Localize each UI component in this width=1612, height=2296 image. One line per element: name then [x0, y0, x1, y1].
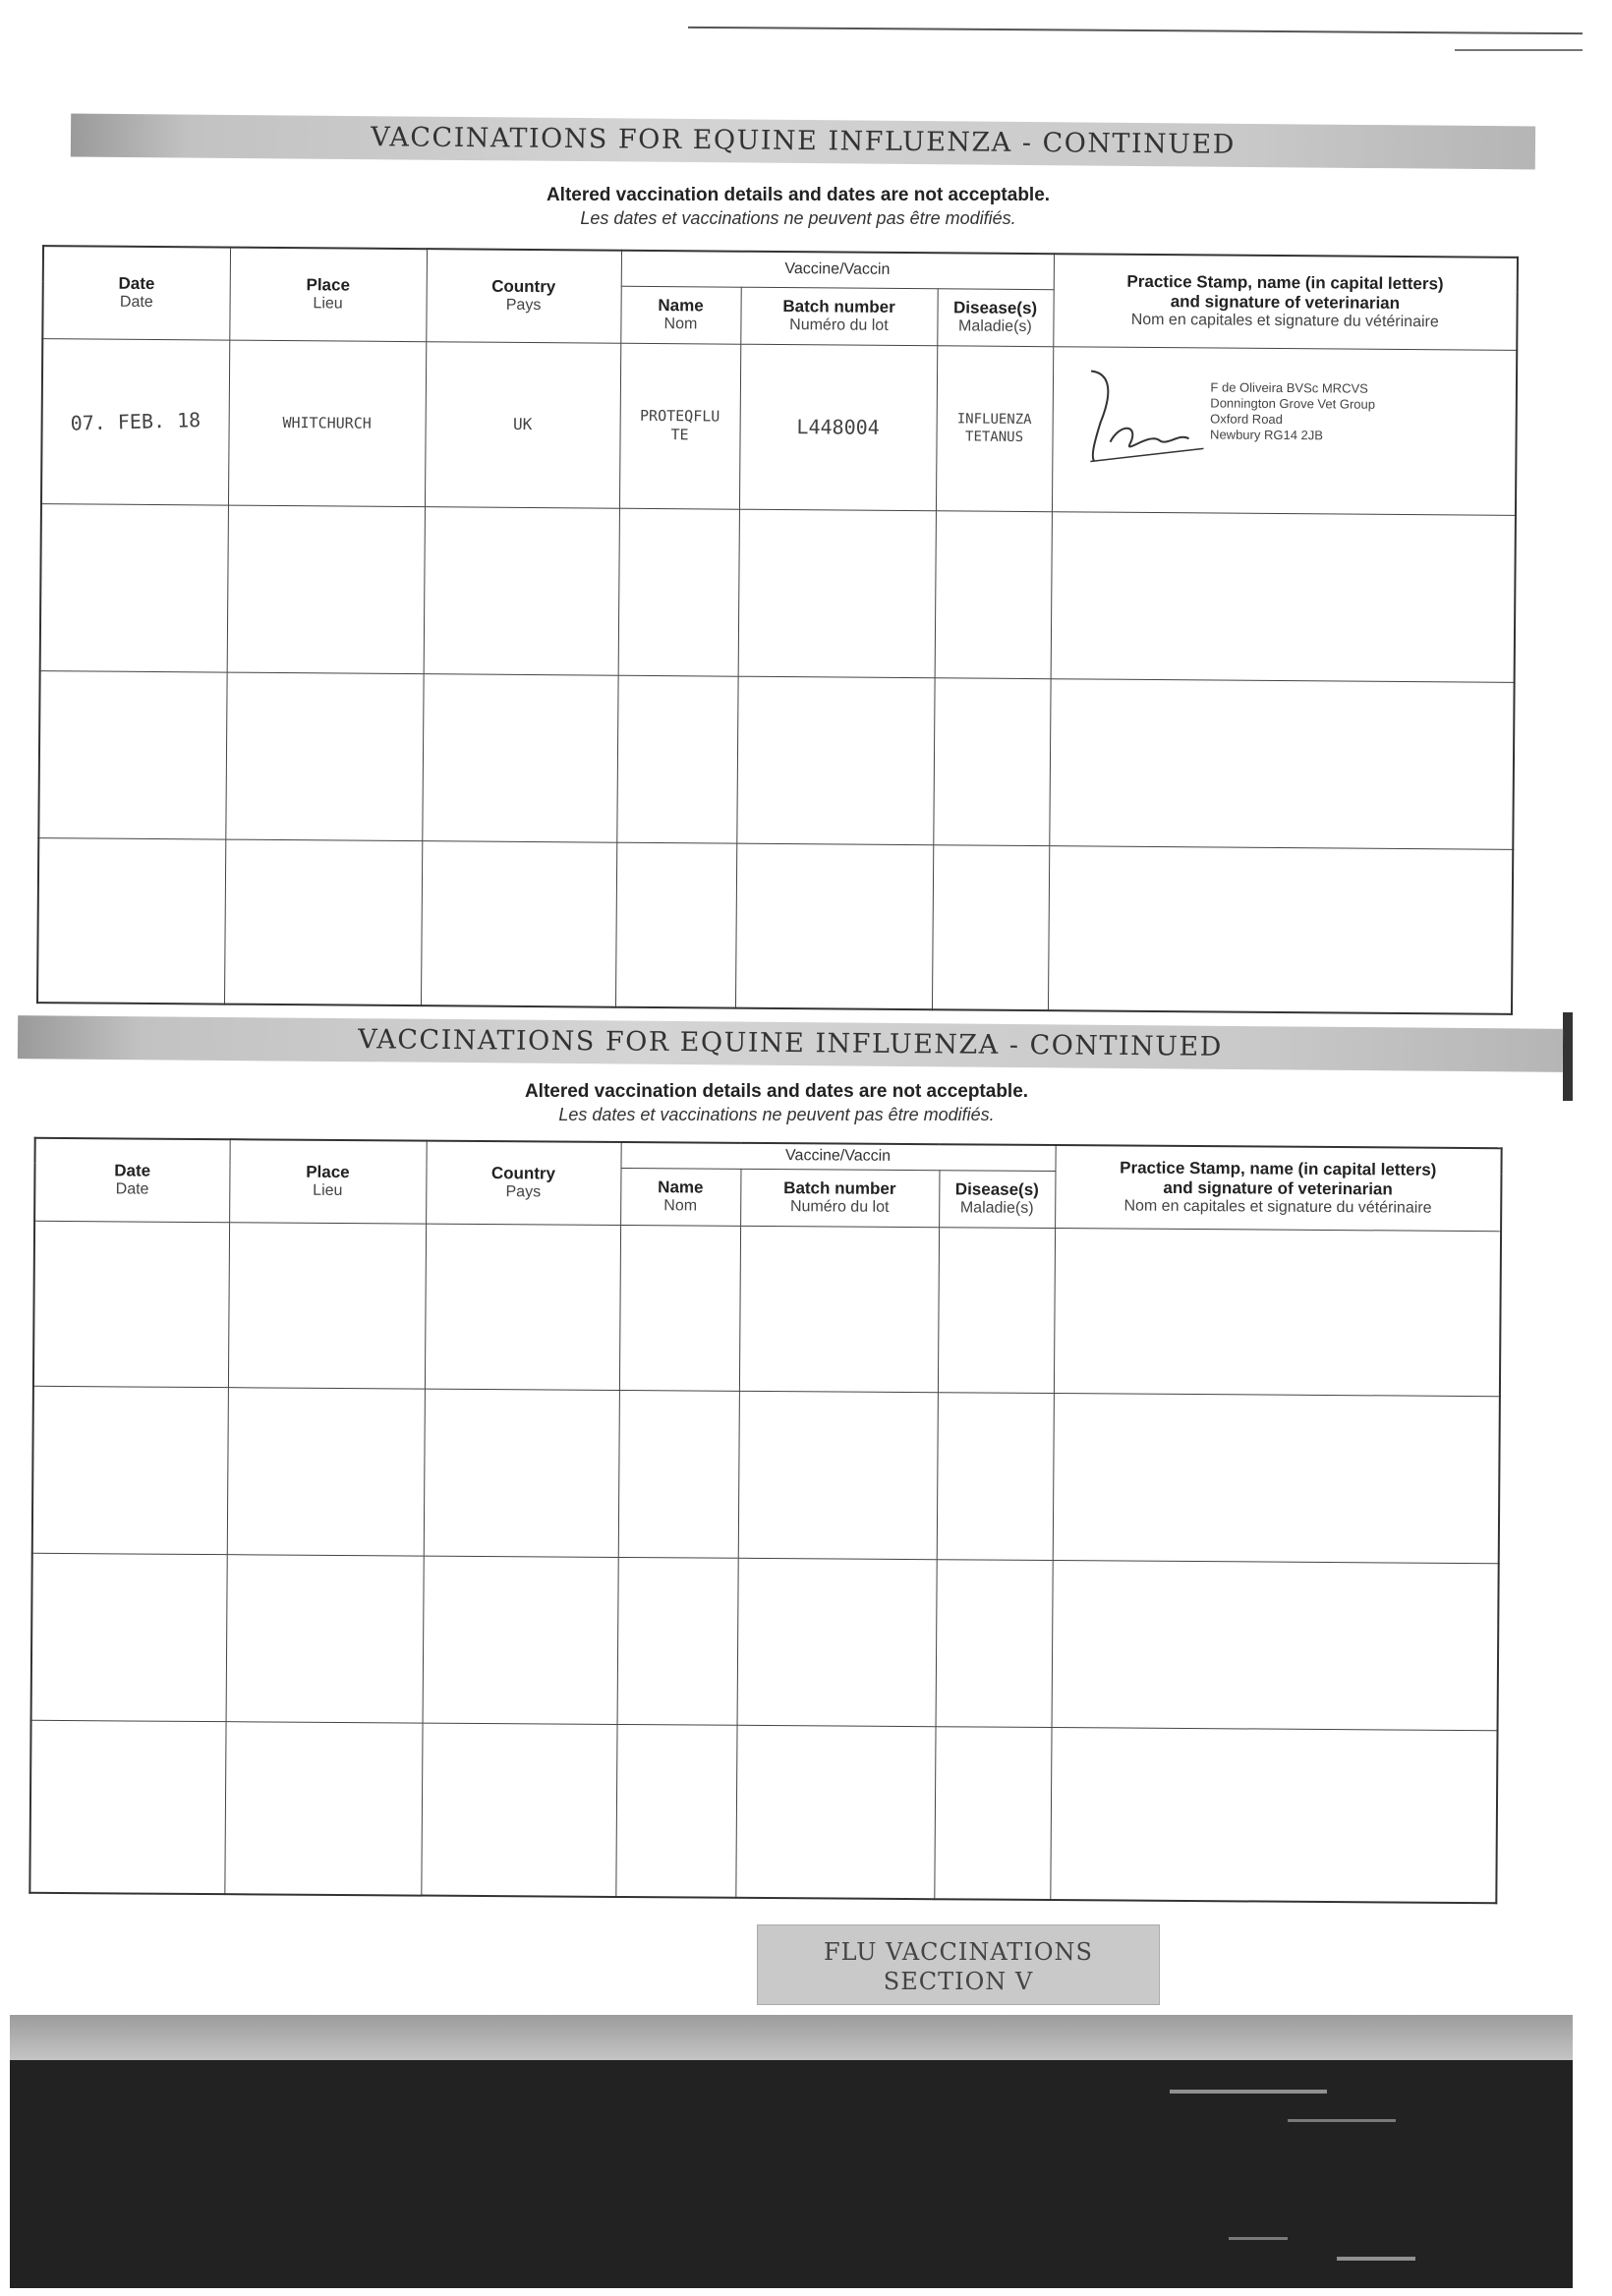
- table-row: [41, 338, 1517, 515]
- header-vaccine: Vaccine/Vaccin: [621, 251, 1054, 289]
- entry-country: UK: [425, 341, 620, 508]
- header-batch: Batch number Numéro du lot: [740, 287, 937, 346]
- entry-vaccine-name: PROTEQFLU TE: [619, 343, 740, 509]
- scan-grey-strip: [10, 2015, 1573, 2060]
- table-row: [33, 1221, 1501, 1396]
- header-name: Name Nom: [620, 1168, 740, 1226]
- header-country: Country Pays: [426, 1141, 621, 1225]
- entry-disease: INFLUENZA TETANUS: [936, 345, 1053, 511]
- notice-fr: Les dates et vaccinations ne peuvent pas être modifiés.: [580, 208, 1016, 228]
- section-title: VACCINATIONS FOR EQUINE INFLUENZA - CONTINUED: [371, 122, 1236, 160]
- entry-date: 07. FEB. 18: [41, 338, 229, 504]
- notice-en: Altered vaccination details and dates are not acceptable.: [546, 185, 1051, 205]
- table-row: [31, 1553, 1499, 1730]
- section-banner-1: [71, 113, 1535, 169]
- header-vaccine: Vaccine/Vaccin: [621, 1142, 1056, 1171]
- notice-fr: Les dates et vaccinations ne peuvent pas être modifiés.: [558, 1105, 995, 1124]
- header-stamp: Practice Stamp, name (in capital letters) and signature of veterinarian Nom en capitales et signature du vétérinaire: [1055, 1145, 1502, 1231]
- header-place: Place Lieu: [229, 1139, 427, 1223]
- header-date: Date Date: [42, 246, 230, 339]
- vaccination-table-1: [36, 245, 1519, 1015]
- section-banner-2: [18, 1015, 1563, 1072]
- header-country: Country Pays: [426, 249, 621, 343]
- signature-icon: [1070, 363, 1209, 472]
- header-disease: Disease(s) Maladie(s): [937, 288, 1053, 346]
- section-title: VACCINATIONS FOR EQUINE INFLUENZA - CONTINUED: [358, 1024, 1223, 1062]
- entry-place: WHITCHURCH: [228, 340, 426, 507]
- header-place: Place Lieu: [229, 248, 427, 342]
- table-row: [37, 837, 1513, 1014]
- tab-label-2: SECTION V: [883, 1968, 1034, 1995]
- table-row: [29, 1720, 1497, 1903]
- table-row: [32, 1386, 1500, 1563]
- scan-dark-area: [10, 2060, 1573, 2288]
- notice-1: [356, 185, 1240, 229]
- tab-label-1: FLU VACCINATIONS: [824, 1938, 1093, 1966]
- header-date: Date Date: [34, 1138, 230, 1222]
- practice-stamp: F de Oliveira BVSc MRCVS Donnington Grove Vet Group Oxford Road Newbury RG14 2JB: [1210, 378, 1376, 442]
- page-edge-shadow: [1563, 1012, 1573, 1101]
- vaccination-table-2: [29, 1137, 1502, 1904]
- table-row: [40, 503, 1516, 682]
- table-row: [38, 670, 1514, 849]
- header-batch: Batch number Numéro du lot: [740, 1169, 939, 1227]
- notice-2: [334, 1081, 1219, 1125]
- page-edge-line: [688, 27, 1583, 34]
- page-edge-line: [1455, 49, 1583, 51]
- section-tab: [757, 1924, 1160, 2005]
- entry-batch: L448004: [739, 344, 937, 511]
- notice-en: Altered vaccination details and dates are not acceptable.: [524, 1081, 1029, 1102]
- header-name: Name Nom: [620, 286, 740, 344]
- entry-stamp: [1052, 346, 1517, 515]
- header-disease: Disease(s) Maladie(s): [939, 1170, 1055, 1228]
- header-stamp: Practice Stamp, name (in capital letters) and signature of veterinarian Nom en capitales et signature du vétérinaire: [1053, 254, 1518, 350]
